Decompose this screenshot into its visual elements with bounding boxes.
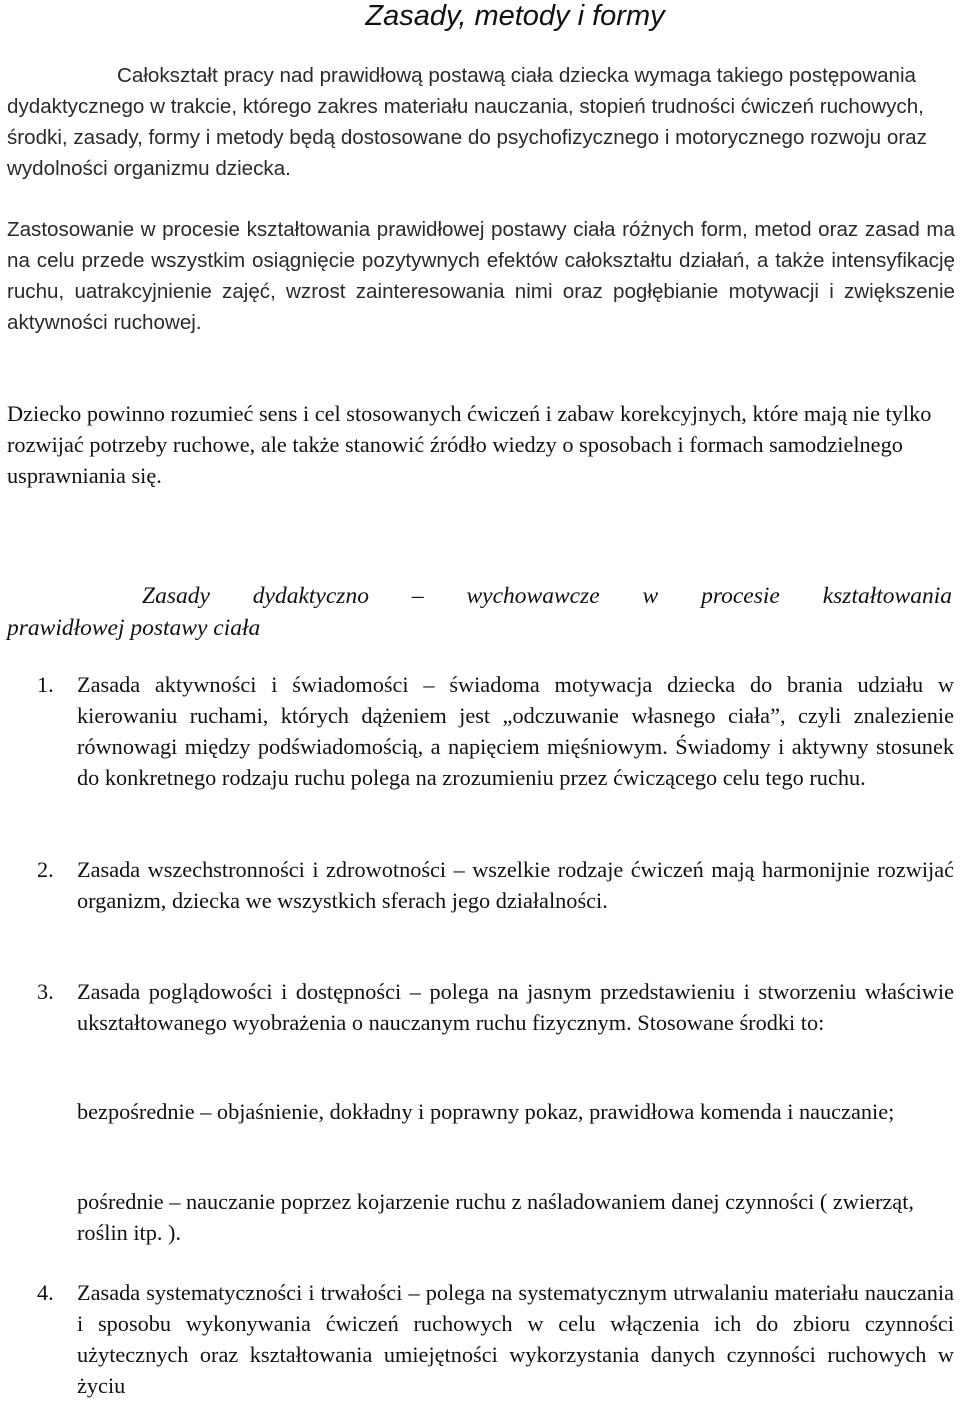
paragraph-child-understanding: Dziecko powinno rozumieć sens i cel stosowanych ćwiczeń i zabaw korekcyjnych, które mają nie tylko rozwijać potrzeby ruchowe, ale także stanowić źródło wiedzy o sposobach i formach samodzielnego usprawniania się. (7, 401, 932, 488)
list-item-number: 2. (37, 857, 54, 882)
page-title: Zasady, metody i formy (365, 0, 665, 32)
list-item-number: 3. (37, 979, 54, 1004)
paragraph-application: Zastosowanie w procesie kształtowania prawidłowej postawy ciała różnych form, metod oraz zasad ma na celu przede wszystkim osiągnięcie pozytywnych efektów całokształtu działań, a także intensyfikację ruchu, uatrakcyjnienie zajęć, wzrost zainteresowania nimi oraz pogłębianie motywacji i zwiększenie aktywności ruchowej. (7, 218, 955, 334)
means-direct: bezpośrednie – objaśnienie, dokładny i poprawny pokaz, prawidłowa komenda i nauczanie; (77, 1099, 895, 1124)
list-item-text: Zasada systematyczności i trwałości – polega na systematycznym utrwalaniu materiału nauczania i sposobu wykonywania ćwiczeń ruchowych w celu włączenia ich do zbioru czynności użytecznych oraz kształtowania umiejętności wykorzystania danych czynności ruchowych w życiu (77, 1280, 954, 1398)
list-item-text: Zasada poglądowości i dostępności – polega na jasnym przedstawieniu i stworzeniu właściwie ukształtowanego wyobrażenia o nauczanym ruchu fizycznym. Stosowane środki to: (77, 979, 954, 1035)
list-item-number: 1. (37, 672, 54, 697)
paragraph-intro: Całokształt pracy nad prawidłową postawą ciała dziecka wymaga takiego postępowania dydaktycznego w trakcie, którego zakres materiału nauczania, stopień trudności ćwiczeń ruchowych, środki, zasady, formy i metody będą dostosowane do psychofizycznego i motorycznego rozwoju oraz wydolności organizmu dziecka. (7, 64, 927, 180)
section-heading-line-1: Zasady dydaktyczno – wychowawcze w procesie kształtowania (142, 583, 952, 609)
list-item-text: Zasada wszechstronności i zdrowotności – wszelkie rodzaje ćwiczeń mają harmonijnie rozwijać organizm, dziecka we wszystkich sferach jego działalności. (77, 857, 954, 913)
list-item-text: Zasada aktywności i świadomości – świadoma motywacja dziecka do brania udziału w kierowaniu ruchami, których dążeniem jest „odczuwanie własnego ciała”, czyli znalezienie równowagi między podświadomością, a napięciem mięśniowym. Świadomy i aktywny stosunek do konkretnego rodzaju ruchu polega na zrozumieniu przez ćwiczącego celu tego ruchu. (77, 672, 954, 790)
section-heading-line-2: prawidłowej postawy ciała (7, 615, 261, 641)
list-item-number: 4. (37, 1280, 54, 1305)
section-heading (7, 580, 952, 644)
means-indirect: pośrednie – nauczanie poprzez kojarzenie ruchu z naśladowaniem danej czynności ( zwierząt, roślin itp. ). (77, 1189, 914, 1245)
